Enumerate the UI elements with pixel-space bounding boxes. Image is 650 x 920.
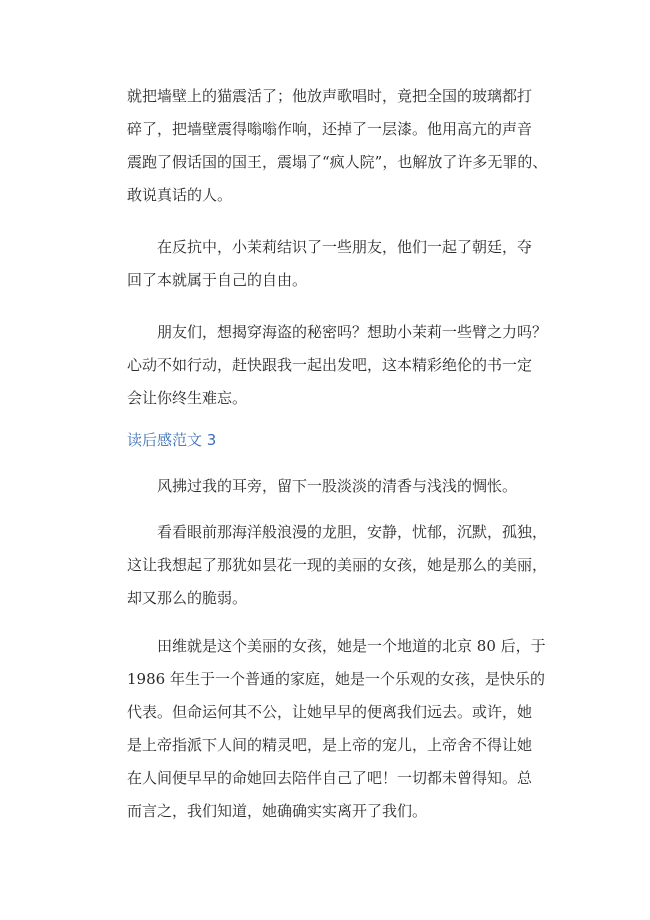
paragraph-6 — [127, 630, 547, 828]
paragraph-line: 就把墙壁上的猫震活了；他放声歌唱时，竟把全国的玻璃都打 — [127, 87, 533, 105]
paragraph-line: 会让你终生难忘。 — [127, 389, 248, 407]
paragraph-line: 1986 年生于一个普通的家庭，她是一个乐观的女孩，是快乐的 — [127, 670, 545, 688]
paragraph-line: 代表。但命运何其不公，让她早早的便离我们远去。或许，她 — [127, 703, 533, 721]
paragraph-line: 敢说真话的人。 — [127, 186, 233, 204]
paragraph-line: 在人间便早早的命她回去陪伴自己了吧！一切都未曾得知。总 — [127, 769, 533, 787]
paragraph-4 — [127, 470, 547, 503]
paragraph-line: 震跑了假话国的国王，震塌了“疯人院”，也解放了许多无罪的、 — [127, 153, 548, 171]
paragraph-line: 风拂过我的耳旁，留下一股淡淡的清香与浅浅的惆怅。 — [157, 477, 518, 495]
paragraph-2 — [127, 231, 547, 297]
paragraph-line: 碎了，把墙壁震得嗡嗡作响，还掉了一层漆。他用高亢的声音 — [127, 120, 533, 138]
paragraph-line: 田维就是这个美丽的女孩，她是一个地道的北京 80 后，于 — [157, 637, 546, 655]
paragraph-5 — [127, 516, 547, 615]
paragraph-line: 朋友们，想揭穿海盗的秘密吗？想助小茉莉一些臂之力吗？ — [157, 323, 548, 341]
paragraph-3 — [127, 316, 547, 415]
paragraph-line: 却又那么的脆弱。 — [127, 589, 248, 607]
paragraph-line: 心动不如行动，赶快跟我一起出发吧，这本精彩绝伦的书一定 — [127, 356, 533, 374]
paragraph-line: 而言之，我们知道，她确确实实离开了我们。 — [127, 802, 428, 820]
paragraph-line: 在反抗中，小茉莉结识了一些朋友，他们一起了朝廷，夺 — [157, 238, 533, 256]
paragraph-line: 看看眼前那海洋般浪漫的龙胆，安静，忧郁，沉默，孤独， — [157, 523, 548, 541]
paragraph-line: 这让我想起了那犹如昙花一现的美丽的女孩，她是那么的美丽， — [127, 556, 548, 574]
section-heading: 读后感范文 3 — [127, 431, 217, 449]
paragraph-line: 是上帝指派下人间的精灵吧，是上帝的宠儿，上帝舍不得让她 — [127, 736, 533, 754]
paragraph-1 — [127, 80, 547, 212]
paragraph-line: 回了本就属于自己的自由。 — [127, 271, 308, 289]
